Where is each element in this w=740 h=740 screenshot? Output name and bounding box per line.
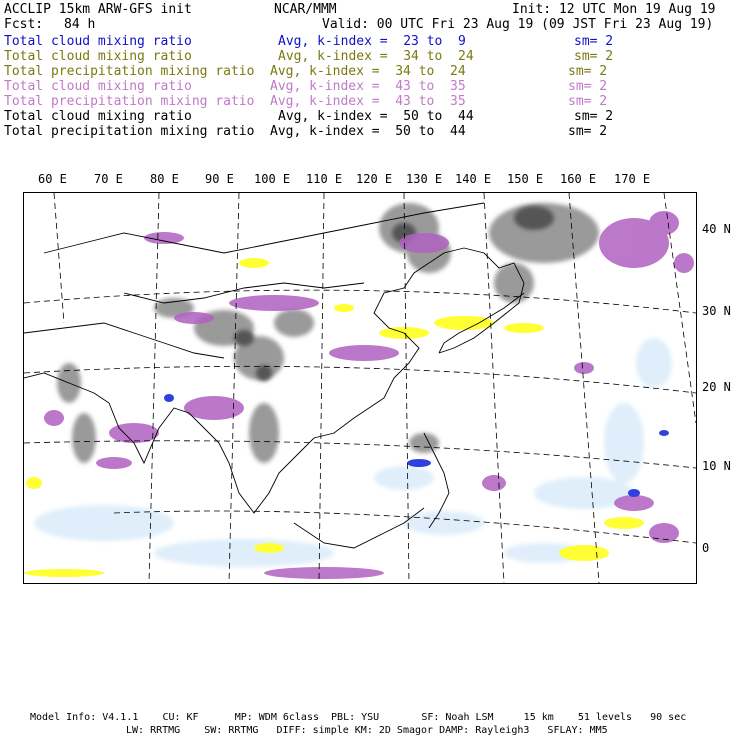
longitude-label: 70 E <box>94 172 123 186</box>
valid-time: Valid: 00 UTC Fri 23 Aug 19 (09 JST Fri 23 Aug 19) <box>322 17 714 32</box>
legend-avg-label: Avg, k-index = 34 to 24 <box>270 64 466 79</box>
model-info-line1: Model Info: V4.1.1 CU: KF MP: WDM 6class PBL: YSU SF: Noah LSM 15 km 51 levels 90 sec <box>30 712 687 723</box>
legend-sm-label: sm= 2 <box>574 34 614 49</box>
legend-avg-label: Avg, k-index = 43 to 35 <box>270 79 466 94</box>
map-panel <box>23 192 697 584</box>
latitude-label: 20 N <box>702 380 731 394</box>
model-info-line2: LW: RRTMG SW: RRTMG DIFF: simple KM: 2D Smagor DAMP: Rayleigh3 SFLAY: MM5 <box>126 725 608 736</box>
legend-sm-label: sm= 2 <box>568 64 608 79</box>
legend-field-label: Total cloud mixing ratio <box>4 34 192 49</box>
init-time: Init: 12 UTC Mon 19 Aug 19 <box>512 2 716 17</box>
legend-avg-label: Avg, k-index = 50 to 44 <box>278 109 474 124</box>
center-label: NCAR/MMM <box>274 2 337 17</box>
legend-avg-label: Avg, k-index = 34 to 24 <box>278 49 474 64</box>
latitude-label: 0 <box>702 541 710 555</box>
longitude-label: 90 E <box>205 172 234 186</box>
longitude-label: 140 E <box>455 172 492 186</box>
model-title: ACCLIP 15km ARW-GFS init <box>4 2 192 17</box>
longitude-label: 80 E <box>150 172 179 186</box>
longitude-label: 160 E <box>560 172 597 186</box>
legend-sm-label: sm= 2 <box>574 49 614 64</box>
latitude-label: 40 N <box>702 222 731 236</box>
legend-avg-label: Avg, k-index = 50 to 44 <box>270 124 466 139</box>
legend-field-label: Total cloud mixing ratio <box>4 79 192 94</box>
longitude-label: 100 E <box>254 172 291 186</box>
longitude-label: 120 E <box>356 172 393 186</box>
longitude-label: 150 E <box>507 172 544 186</box>
legend-field-label: Total cloud mixing ratio <box>4 109 192 124</box>
longitude-label: 60 E <box>38 172 67 186</box>
longitude-label: 170 E <box>614 172 651 186</box>
legend-avg-label: Avg, k-index = 23 to 9 <box>278 34 466 49</box>
legend-field-label: Total precipitation mixing ratio <box>4 124 255 139</box>
legend-avg-label: Avg, k-index = 43 to 35 <box>270 94 466 109</box>
map-svg <box>24 193 696 583</box>
latitude-label: 30 N <box>702 304 731 318</box>
legend-field-label: Total precipitation mixing ratio <box>4 94 255 109</box>
light-blue-cloud-field <box>34 338 672 567</box>
longitude-label: 110 E <box>306 172 343 186</box>
fcst-label: Fcst: <box>4 17 44 32</box>
longitude-label: 130 E <box>406 172 443 186</box>
legend-sm-label: sm= 2 <box>568 79 608 94</box>
legend-sm-label: sm= 2 <box>574 109 614 124</box>
legend-sm-label: sm= 2 <box>568 124 608 139</box>
legend-field-label: Total cloud mixing ratio <box>4 49 192 64</box>
legend-field-label: Total precipitation mixing ratio <box>4 64 255 79</box>
fcst-value: 84 h <box>64 17 96 32</box>
legend-sm-label: sm= 2 <box>568 94 608 109</box>
latitude-label: 10 N <box>702 459 731 473</box>
